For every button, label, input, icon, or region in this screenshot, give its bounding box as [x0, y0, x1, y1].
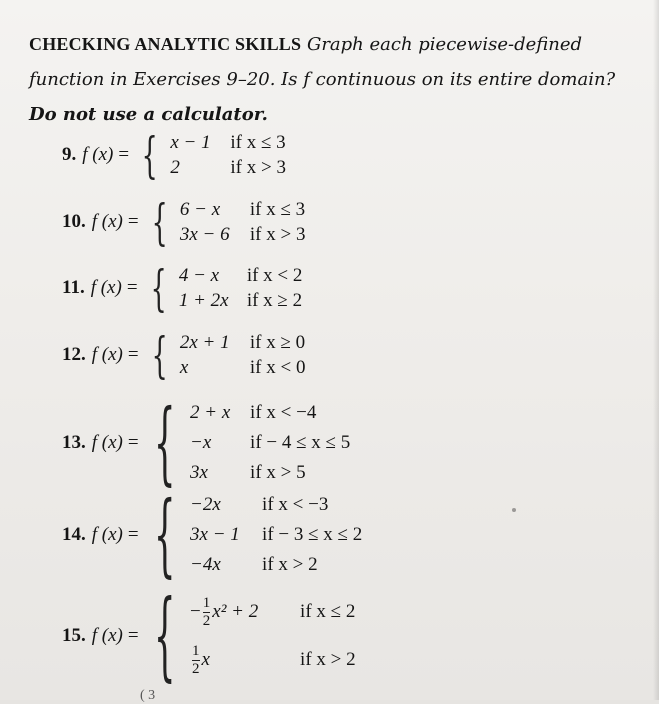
- case-condition: if x ≤ 3: [249, 198, 306, 220]
- piecewise-cases: [180, 330, 306, 380]
- instruction-emphasis: Do not use a calculator.: [29, 104, 268, 125]
- case-condition: if x < 0: [249, 356, 306, 378]
- case-row: [180, 197, 306, 222]
- case-condition: if x > 3: [230, 156, 286, 178]
- case-row: [180, 355, 306, 380]
- piecewise-cases: [179, 263, 303, 313]
- case-expression: x: [179, 356, 189, 378]
- case-expression: −4x: [190, 554, 221, 575]
- case-expression: −2x: [190, 494, 221, 515]
- left-brace: {: [150, 259, 167, 317]
- case-expression: 3x − 1: [190, 524, 240, 545]
- exercise-13: [62, 389, 351, 496]
- fraction: [203, 595, 211, 630]
- equals-sign: =: [127, 344, 139, 365]
- case-row: [179, 263, 303, 288]
- exercise-9: [62, 126, 286, 184]
- fraction-denominator: 2: [192, 660, 200, 677]
- exercise-12: [62, 326, 306, 384]
- piecewise-cases: [190, 398, 350, 488]
- function-name: f (x): [91, 344, 123, 365]
- case-condition: if x ≥ 2: [246, 289, 303, 311]
- case-expression: 2 + x: [190, 402, 231, 423]
- exercise-14: [62, 481, 363, 588]
- fraction-numerator: 1: [202, 594, 211, 611]
- exercise-number: 15.: [62, 625, 86, 646]
- case-expression: −x: [190, 432, 212, 453]
- case-row: [180, 222, 306, 247]
- case-row: [190, 398, 350, 428]
- function-name: f (x): [82, 144, 114, 165]
- case-row: [190, 636, 356, 684]
- case-expression: 2: [170, 156, 180, 178]
- page-speck: [512, 508, 516, 512]
- left-brace: {: [141, 126, 158, 184]
- case-condition: if − 3 ≤ x ≤ 2: [262, 524, 363, 545]
- page-edge-shadow: [653, 0, 659, 700]
- equals-sign: =: [126, 277, 138, 298]
- function-name: f (x): [91, 625, 123, 646]
- case-expression: 6 − x: [179, 198, 221, 220]
- minus-sign: −: [190, 600, 201, 622]
- case-row: [190, 550, 362, 580]
- case-expression: [190, 595, 300, 630]
- exercise-11: [62, 259, 303, 317]
- left-brace: {: [153, 389, 176, 496]
- exercise-number: 12.: [62, 344, 86, 365]
- exercise-number: 13.: [62, 432, 86, 453]
- case-expression: 4 − x: [178, 264, 220, 286]
- section-instructions: [29, 27, 641, 132]
- exercise-15: [62, 578, 356, 692]
- case-condition: if x < 2: [246, 264, 303, 286]
- expression-tail: x: [201, 648, 210, 670]
- case-row: [180, 330, 306, 355]
- equals-sign: =: [118, 144, 130, 165]
- function-name: f (x): [91, 524, 123, 545]
- cutoff-next-exercise: ( 3: [140, 688, 156, 703]
- case-expression: [190, 643, 300, 678]
- piecewise-cases: [170, 130, 286, 180]
- case-row: [179, 288, 303, 313]
- case-condition: if x > 2: [262, 554, 318, 575]
- case-row: [170, 130, 286, 155]
- case-condition: if x ≤ 2: [300, 601, 356, 622]
- function-name: f (x): [91, 432, 123, 453]
- fraction-denominator: 2: [202, 612, 211, 629]
- exercise-number: 9.: [62, 144, 77, 165]
- equals-sign: =: [127, 432, 139, 453]
- case-condition: if x ≥ 0: [249, 331, 306, 353]
- piecewise-cases: [190, 490, 362, 580]
- exercise-number: 10.: [62, 211, 86, 232]
- piecewise-cases: [180, 197, 306, 247]
- section-title: CHECKING ANALYTIC SKILLS: [29, 34, 302, 54]
- function-name: f (x): [91, 211, 123, 232]
- exercise-10: [62, 193, 306, 251]
- case-row: [190, 490, 362, 520]
- case-expression: 2x + 1: [179, 331, 230, 353]
- piecewise-cases: [190, 588, 356, 684]
- left-brace: {: [153, 481, 176, 588]
- case-expression: 1 + 2x: [178, 289, 229, 311]
- case-condition: if x > 5: [250, 462, 306, 483]
- case-row: [190, 458, 350, 488]
- equals-sign: =: [127, 211, 139, 232]
- fraction-numerator: 1: [192, 642, 200, 659]
- left-brace: {: [151, 193, 168, 251]
- left-brace: {: [153, 578, 176, 692]
- case-row: [190, 588, 356, 636]
- case-row: [170, 155, 286, 180]
- case-expression: 3x − 6: [179, 223, 230, 245]
- case-condition: if x > 3: [249, 223, 306, 245]
- expression-tail: x² + 2: [212, 600, 259, 622]
- equals-sign: =: [127, 524, 139, 545]
- f-letter: f: [303, 69, 310, 90]
- case-condition: if x < −3: [262, 494, 329, 515]
- fraction: [192, 643, 200, 678]
- exercise-number: 14.: [62, 524, 86, 545]
- function-name: f (x): [90, 277, 122, 298]
- case-row: [190, 520, 362, 550]
- instruction-text: Graph each piecewise-defined function in Exercises 9–20. Is: [29, 34, 583, 90]
- case-condition: if x ≤ 3: [230, 131, 286, 153]
- case-row: [190, 428, 350, 458]
- equals-sign: =: [127, 625, 139, 646]
- case-condition: if x < −4: [250, 402, 317, 423]
- case-expression: x − 1: [170, 131, 211, 153]
- case-condition: if x > 2: [300, 649, 356, 670]
- instruction-text-2: continuous on its entire domain?: [309, 69, 616, 90]
- case-expression: 3x: [190, 462, 208, 483]
- left-brace: {: [151, 326, 168, 384]
- case-condition: if − 4 ≤ x ≤ 5: [250, 432, 351, 453]
- exercise-number: 11.: [62, 277, 85, 298]
